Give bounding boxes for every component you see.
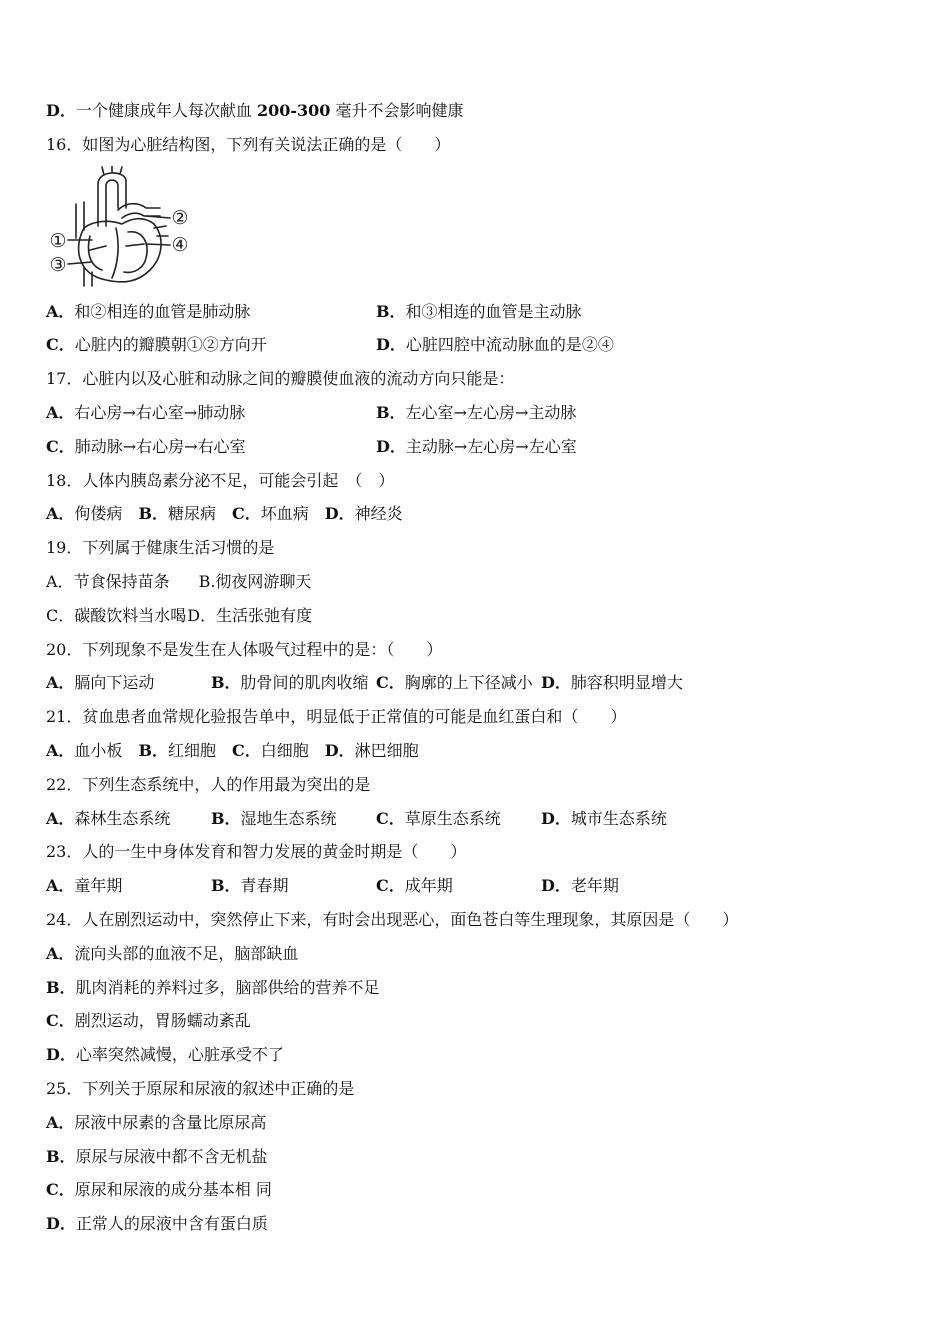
option-label: B. [198,571,216,591]
option-text: 肌肉消耗的养料过多，脑部供给的营养不足 [75,977,380,997]
option-text: 心脏内的瓣膜朝①②方向开 [74,335,267,355]
option-label: A． [46,876,75,896]
option-text: 肋骨间的肌肉收缩 [240,673,369,693]
q16-stem: 16．如图为心脏结构图，下列有关说法正确的是（ ） [46,134,451,154]
option-label: A． [46,504,75,524]
figure-label-3: ③ [49,253,67,276]
option-label: C． [46,1180,75,1200]
q21-stem: 21．贫血患者血常规化验报告单中，明显低于正常值的可能是血红蛋白和（ ） [46,707,627,727]
option-label: C． [46,436,75,456]
q19-options-row-2 [46,599,906,633]
q23-options [46,869,906,903]
option-text-number: 200-300 [256,101,331,120]
option-label: B． [138,504,168,524]
pulmonary-artery-upper [118,203,160,209]
option-label: D． [376,335,406,355]
option-d [541,802,706,836]
option-text: 右心房→右心室→肺动脉 [74,402,246,422]
option-label: D． [46,1045,76,1065]
option-label: D． [541,876,571,896]
option-label: D． [541,673,571,693]
option-label: A． [46,301,75,321]
option-label: B． [376,402,406,422]
option-text: 童年期 [74,876,123,896]
leader-line-2 [146,216,170,218]
option-text: 老年期 [570,876,619,896]
option-label: B． [46,977,76,997]
option-d [541,666,706,700]
option-text: 红细胞 [167,740,216,760]
option-b [199,572,312,591]
option-b [376,396,706,430]
option-text: 彻夜网游聊天 [215,571,312,591]
option-label: A． [46,740,75,760]
option-label: A． [46,571,74,591]
option-text: 左心室→左心房→主动脉 [405,402,577,422]
option-text: 毫升不会影响健康 [330,101,464,120]
option-a [46,802,211,836]
q24-stem: 24．人在剧烈运动中，突然停止下来，有时会出现恶心，面色苍白等生理现象，其原因是（ ） [46,909,739,929]
heart-septum [112,228,118,278]
option-label: D． [324,504,355,524]
option-b [211,869,376,903]
option-text: 糖尿病 [167,504,216,524]
heart-diagram [46,166,196,291]
option-d [325,734,419,768]
option-text: 剧烈运动，胃肠蠕动紊乱 [74,1011,251,1031]
q17-stem: 17．心脏内以及心脏和动脉之间的瓣膜使血液的流动方向只能是： [46,369,515,389]
aortic-branch-3 [120,167,122,174]
option-b [211,802,376,836]
option-label: B． [376,301,406,321]
option-text: 青春期 [240,876,289,896]
q25-option-d [46,1207,906,1241]
option-b [138,497,216,531]
option-label: A． [46,673,75,693]
option-d [187,606,312,625]
option-text: 坏血病 [260,504,309,524]
option-text: 和③相连的血管是主动脉 [405,301,582,321]
option-text: 原尿与尿液中都不含无机盐 [75,1146,268,1166]
option-text: 正常人的尿液中含有蛋白质 [75,1214,268,1234]
q23-stem: 23．人的一生中身体发育和智力发展的黄金时期是（ ） [46,842,467,862]
option-label: D． [46,1214,76,1234]
option-a [46,572,170,591]
option-a [46,497,122,531]
option-label: D． [187,605,217,625]
option-text: 草原生态系统 [404,808,501,828]
option-label: B． [211,876,241,896]
option-label: C． [231,504,261,524]
option-d [376,430,706,464]
option-c [232,497,309,531]
option-a [46,295,376,329]
option-text: 节食保持苗条 [73,571,170,591]
q22-options [46,802,906,836]
option-label: C． [376,673,405,693]
option-text: 成年期 [404,876,453,896]
valve-line-right [90,246,106,250]
option-text: 肺容积明显增大 [570,673,683,693]
option-text: 膈向下运动 [74,673,155,693]
option-label: C． [376,876,405,896]
option-text: 佝偻病 [74,504,123,524]
option-a [46,734,122,768]
option-label: D． [324,740,355,760]
option-text: 流向头部的血液不足，脑部缺血 [74,943,299,963]
option-label: C． [46,335,75,355]
option-c [376,869,541,903]
option-label: B． [138,740,168,760]
option-text: 血小板 [74,740,123,760]
q24-option-c [46,1004,906,1038]
option-text: 生活张弛有度 [216,605,313,625]
option-a [46,666,211,700]
option-text: 城市生态系统 [570,808,667,828]
option-label: D． [376,436,406,456]
option-label: D． [46,101,76,120]
q17-options-row-1 [46,396,906,430]
figure-label-2: ② [171,206,189,229]
aortic-branch-1 [102,167,104,175]
heart-structure-figure [46,162,906,295]
option-label: B． [211,673,241,693]
option-b [376,295,706,329]
option-c [46,606,186,625]
option-d [541,869,706,903]
figure-label-1: ① [49,229,67,252]
option-label: B． [211,808,241,828]
q20-stem: 20．下列现象不是发生在人体吸气过程中的是：（ ） [46,639,443,659]
option-text: 主动脉→左心房→左心室 [405,436,577,456]
q24-option-b [46,971,906,1005]
right-chamber-wall [89,236,103,270]
option-text: 神经炎 [354,504,403,524]
option-label: A． [46,1112,75,1132]
option-label: A． [46,943,75,963]
option-text: 心率突然减慢，心脏承受不了 [75,1045,284,1065]
option-b [211,666,376,700]
option-d [325,497,403,531]
q24-option-a [46,937,906,971]
leader-line-4 [146,244,170,245]
q20-options [46,666,906,700]
option-a [46,396,376,430]
option-a [46,869,211,903]
option-c [46,328,376,362]
valve-line-left [126,244,144,246]
option-label: C． [376,808,405,828]
option-label: B． [46,1146,76,1166]
q15-option-d [46,94,906,128]
q24-option-d [46,1038,906,1072]
q18-options [46,497,906,531]
q21-options [46,734,906,768]
option-label: D． [541,808,571,828]
option-label: A． [46,808,75,828]
q16-options-row-2 [46,328,906,362]
q25-option-a [46,1106,906,1140]
option-text: 和②相连的血管是肺动脉 [74,301,251,321]
q17-options-row-2 [46,430,906,464]
q19-options-row-1 [46,565,906,599]
option-text: 森林生态系统 [74,808,171,828]
q22-stem: 22．下列生态系统中，人的作用最为突出的是 [46,774,371,794]
q25-option-b [46,1140,906,1174]
option-text: 心脏四腔中流动脉血的是②④ [405,335,614,355]
option-c [376,802,541,836]
option-text: 胸廓的上下径减小 [404,673,533,693]
option-label: C． [46,1011,75,1031]
left-chamber-wall [124,231,147,272]
option-label: A． [46,402,75,422]
q16-options-row-1 [46,295,906,329]
exam-page [46,94,906,1241]
option-c [232,734,309,768]
option-c [376,666,541,700]
option-text: 淋巴细胞 [354,740,419,760]
q18-stem: 18．人体内胰岛素分泌不足，可能会引起 （ ） [46,470,395,490]
option-text: 一个健康成年人每次献血 [75,101,257,120]
option-label: C． [46,605,75,625]
q25-stem: 25．下列关于原尿和尿液的叙述中正确的是 [46,1078,355,1098]
option-b [138,734,216,768]
option-text: 白细胞 [260,740,309,760]
figure-label-4: ④ [171,233,189,256]
option-label: C． [231,740,261,760]
option-text: 原尿和尿液的成分基本相 同 [74,1180,272,1200]
option-text: 湿地生态系统 [240,808,337,828]
option-text: 尿液中尿素的含量比原尿高 [74,1112,267,1132]
q25-option-c [46,1173,906,1207]
leader-line-3 [68,262,92,264]
q19-stem: 19．下列属于健康生活习惯的是 [46,538,275,558]
option-d [376,328,706,362]
option-c [46,430,376,464]
aorta-inner [106,180,118,226]
option-text: 碳酸饮料当水喝 [74,605,187,625]
option-text: 肺动脉→右心房→右心室 [74,436,246,456]
